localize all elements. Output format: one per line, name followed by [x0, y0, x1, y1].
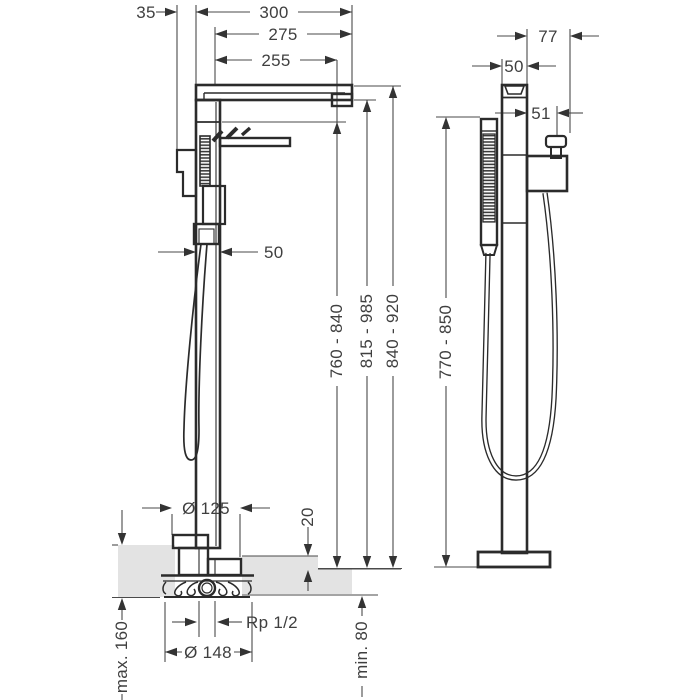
base-escutcheon: [173, 535, 241, 575]
dim-50-front-label: 50: [264, 243, 284, 262]
dim-51-label: 51: [531, 104, 551, 123]
side-view-fixture: [478, 85, 567, 567]
handshower-grip: [200, 136, 210, 186]
dim-min80-label: min. 80: [352, 621, 371, 679]
dim-rp12-label: Rp 1/2: [246, 613, 298, 632]
dim-77-label: 77: [538, 27, 558, 46]
dim-760-840-label: 760 - 840: [327, 303, 346, 379]
front-view-fixture: [161, 85, 352, 597]
handshower-holder: [177, 150, 196, 196]
dim-770-850-label: 770 - 850: [436, 304, 455, 380]
hose-nut: [194, 224, 219, 244]
dim-300-label: 300: [259, 3, 289, 22]
floor-section: [118, 545, 352, 597]
spout-tip-side: [505, 86, 524, 94]
diverter-knob: [546, 136, 566, 147]
handshower-body: [203, 186, 225, 224]
dim-20-label: 20: [298, 507, 317, 527]
side-view-dimensions: [434, 29, 599, 567]
dim-dia125-label: Ø 125: [182, 499, 230, 518]
dim-max160-label: max. 160: [112, 620, 131, 694]
dim-815-985-label: 815 - 985: [357, 293, 376, 369]
dim-35-label: 35: [136, 3, 156, 22]
dim-840-920-label: 840 - 920: [383, 293, 402, 369]
dim-dia148-label: Ø 148: [184, 643, 232, 662]
dim-275-label: 275: [268, 25, 298, 44]
lever-handle: [213, 128, 290, 146]
dim-255-label: 255: [261, 51, 291, 70]
mixer-body: [527, 156, 567, 191]
dim-50-side-label: 50: [504, 57, 524, 76]
shower-hose: [484, 193, 555, 478]
